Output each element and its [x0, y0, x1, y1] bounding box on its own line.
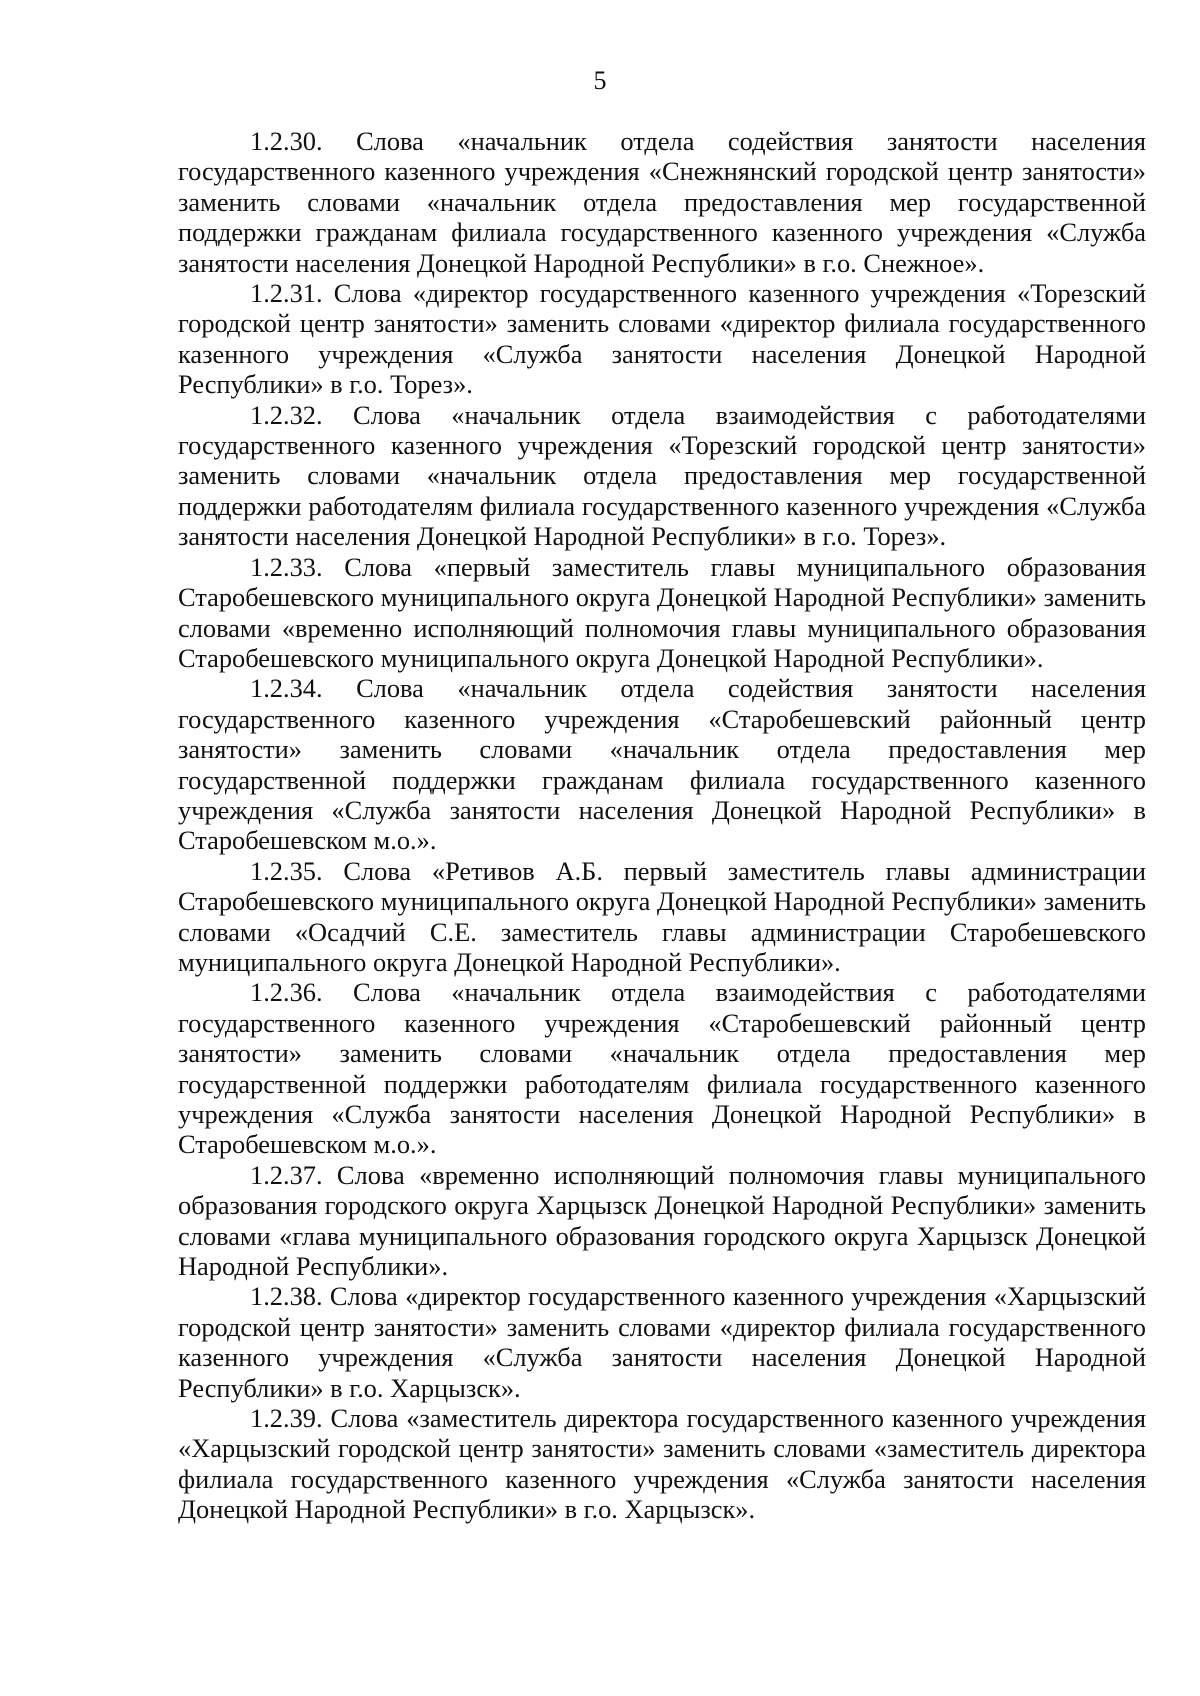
paragraph-1-2-33: 1.2.33. Слова «первый заместитель главы муниципального образования Старобешевского муниципального округа Донецкой Народной Республики» заменить словами «временно исполняющий полномочия главы муниципального образования Старобешевского муниципального округа Донецкой Народной Республики». — [178, 551, 1146, 673]
paragraph-1-2-30: 1.2.30. Слова «начальник отдела содействия занятости населения государственного казенного учреждения «Снежнянский городской центр занятости» заменить словами «начальник отдела предоставления мер государственной поддержки гражданам филиала государственного казенного учреждения «Служба занятости населения Донецкой Народной Республики» в г.о. Снежное». — [178, 126, 1146, 278]
paragraph-1-2-34: 1.2.34. Слова «начальник отдела содействия занятости населения государственного казенного учреждения «Старобешевский районный центр занятости» заменить словами «начальник отдела предоставления мер государственной поддержки гражданам филиала государственного казенного учреждения «Служба занятости населения Донецкой Народной Республики» в Старобешевском м.о.». — [178, 673, 1146, 856]
paragraph-1-2-31: 1.2.31. Слова «директор государственного казенного учреждения «Торезский городской центр занятости» заменить словами «директор филиала государственного казенного учреждения «Служба занятости населения Донецкой Народной Республики» в г.о. Торез». — [178, 278, 1146, 400]
paragraph-1-2-38: 1.2.38. Слова «директор государственного казенного учреждения «Харцызский городской центр занятости» заменить словами «директор филиала государственного казенного учреждения «Служба занятости населения Донецкой Народной Республики» в г.о. Харцызск». — [178, 1281, 1146, 1403]
page-number: 5 — [593, 66, 607, 95]
paragraph-1-2-36: 1.2.36. Слова «начальник отдела взаимодействия с работодателями государственного казенного учреждения «Старобешевский районный центр занятости» заменить словами «начальник отдела предоставления мер государственной поддержки работодателям филиала государственного казенного учреждения «Служба занятости населения Донецкой Народной Республики» в Старобешевском м.о.». — [178, 977, 1146, 1160]
paragraph-1-2-39: 1.2.39. Слова «заместитель директора государственного казенного учреждения «Харцызский городской центр занятости» заменить словами «заместитель директора филиала государственного казенного учреждения «Служба занятости населения Донецкой Народной Республики» в г.о. Харцызск». — [178, 1403, 1146, 1525]
paragraph-1-2-35: 1.2.35. Слова «Ретивов А.Б. первый заместитель главы администрации Старобешевского муниципального округа Донецкой Народной Республики» заменить словами «Осадчий С.Е. заместитель главы администрации Старобешевского муниципального округа Донецкой Народной Республики». — [178, 855, 1146, 977]
paragraph-1-2-37: 1.2.37. Слова «временно исполняющий полномочия главы муниципального образования городского округа Харцызск Донецкой Народной Республики» заменить словами «глава муниципального образования городского округа Харцызск Донецкой Народной Республики». — [178, 1159, 1146, 1282]
document-body — [178, 126, 1146, 1525]
paragraph-1-2-32: 1.2.32. Слова «начальник отдела взаимодействия с работодателями государственного казенного учреждения «Торезский городской центр занятости» заменить словами «начальник отдела предоставления мер государственной поддержки работодателям филиала государственного казенного учреждения «Служба занятости населения Донецкой Народной Республики» в г.о. Торез». — [178, 399, 1146, 552]
